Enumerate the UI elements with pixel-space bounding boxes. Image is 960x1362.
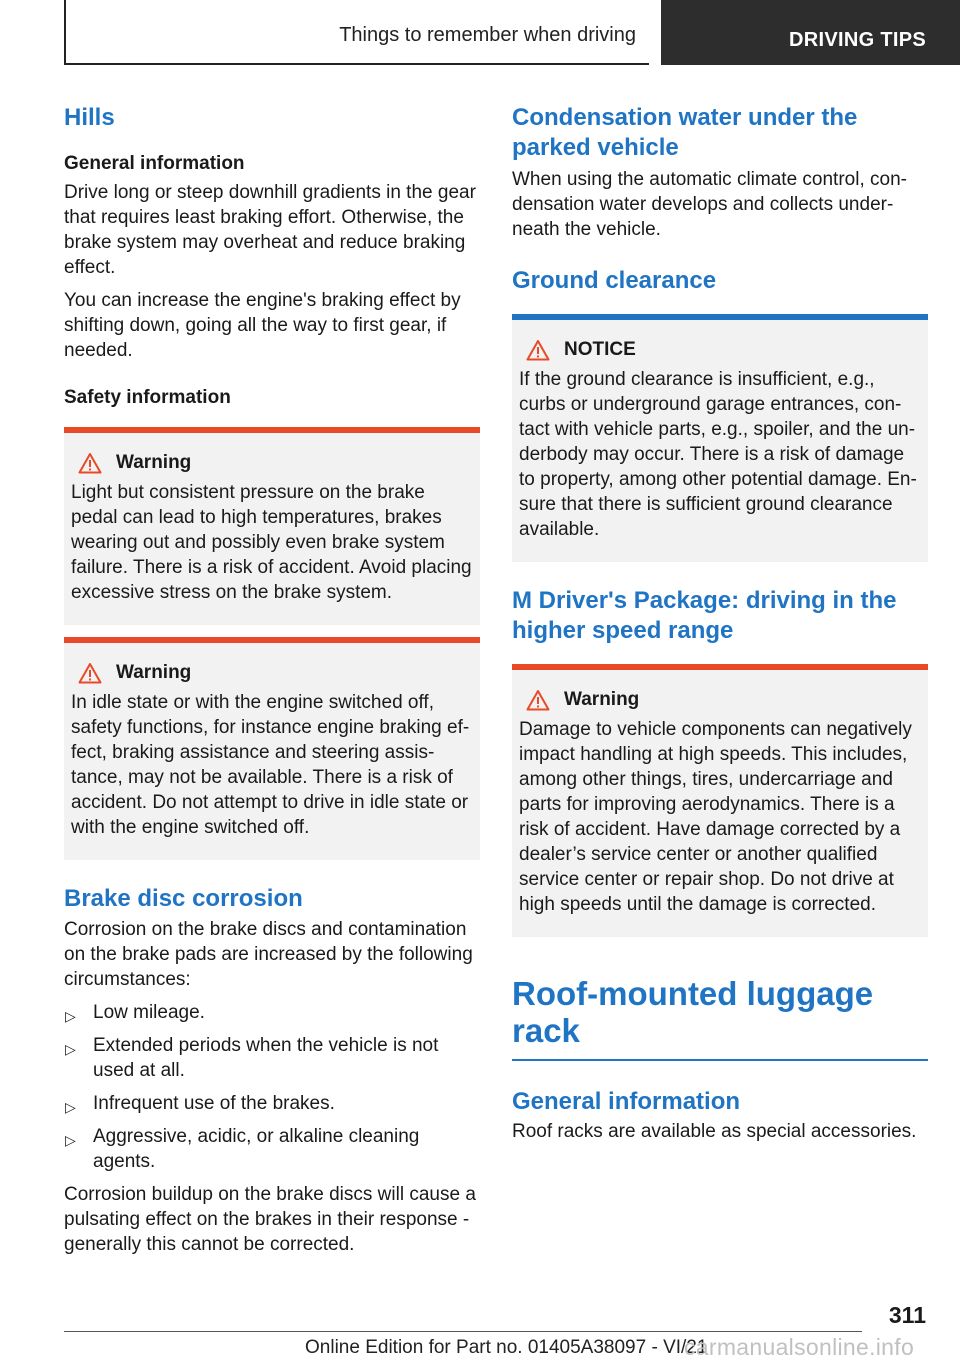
- triangle-right-icon: ▷: [65, 1099, 76, 1115]
- warning-title-row: [71, 452, 472, 474]
- header-chapter-tab[interactable]: [661, 0, 960, 65]
- warning-title: Warning: [116, 662, 192, 683]
- warning-title-row: [519, 689, 920, 711]
- list-item: [64, 1033, 480, 1083]
- chapter-label: DRIVING TIPS: [789, 29, 926, 51]
- warning-title-row: [71, 662, 472, 684]
- roof-rack-heading: Roof-mounted luggage rack: [512, 975, 874, 1049]
- general-info-paragraph-1: Drive long or steep downhill gradients in the gear that requires least braking effort. Otherwise, the brake system may overheat and reduce braking effect.: [64, 182, 476, 278]
- roof-rack-divider: [512, 1059, 928, 1061]
- notice-title-row: [519, 339, 920, 361]
- list-item: [64, 1124, 480, 1174]
- warning-box-idle-state: [64, 637, 480, 860]
- ground-clearance-heading: Ground clearance: [512, 267, 717, 294]
- list-item-text: Extended periods when the vehicle is not used at all.: [93, 1035, 439, 1081]
- footer-watermark: carmanualsonline.info: [684, 1334, 915, 1360]
- notice-title: NOTICE: [564, 339, 636, 360]
- condensation-heading: Condensation water under the parked vehicle: [512, 104, 858, 161]
- notice-text: If the ground clearance is insufficient, e.g., curbs or underground garage entrances, con-tact with vehicle parts, e.g., spoiler, and the un-derbody may occur. There is a risk of damage to property, among other potential damage. En-sure that there is sufficient ground clearance available.: [519, 369, 917, 540]
- hills-heading: Hills: [64, 104, 115, 131]
- header-underline: [64, 63, 649, 65]
- brake-disc-paragraph-2: Corrosion buildup on the brake discs will cause a pulsating effect on the brakes in their response - generally this cannot be corrected.: [64, 1184, 476, 1255]
- m-drivers-package-heading: M Driver's Package: driving in the higher speed range: [512, 587, 897, 644]
- warning-text: Damage to vehicle components can negatively impact handling at high speeds. This includes, among other things, tires, undercarriage and parts for improving aerodynamics. There is a risk of accident. Have damage corrected by a dealer’s service center or another qualified service center or repair shop. Do not drive at high speeds until the damage is corrected.: [519, 719, 912, 915]
- warning-text: Light but consistent pressure on the brake pedal can lead to high temperatures, brakes wearing out and possibly even brake system failure. There is a risk of accident. Avoid placing excessive stress on the brake system.: [71, 482, 472, 603]
- general-info-heading: General information: [64, 153, 245, 174]
- list-item: [64, 1000, 480, 1025]
- triangle-right-icon: ▷: [65, 1132, 76, 1148]
- footer-edition: Online Edition for Part no. 01405A38097 - VI/21: [305, 1337, 708, 1358]
- notice-box-ground-clearance: [512, 314, 928, 562]
- warning-triangle-icon: [78, 662, 102, 684]
- condensation-paragraph: When using the automatic climate control, con-densation water develops and collects under-neath the vehicle.: [512, 169, 907, 240]
- warning-triangle-icon: [526, 339, 550, 361]
- general-info-paragraph-2: You can increase the engine's braking effect by shifting down, going all the way to first gear, if needed.: [64, 290, 461, 361]
- triangle-right-icon: ▷: [65, 1008, 76, 1024]
- brake-disc-heading: Brake disc corrosion: [64, 885, 303, 912]
- roof-general-info-heading: General information: [512, 1088, 741, 1115]
- triangle-right-icon: ▷: [65, 1041, 76, 1057]
- left-column: [64, 103, 480, 1257]
- warning-triangle-icon: [526, 689, 550, 711]
- page-number: 311: [888, 1302, 926, 1328]
- warning-text: In idle state or with the engine switched off, safety functions, for instance engine braking ef-fect, braking assistance and steering assis-tance, may not be available. There is a risk of accident. Do not attempt to drive in idle state or with the engine switched off.: [71, 692, 470, 838]
- header-section-title: Things to remember when driving: [339, 24, 636, 46]
- right-column: [512, 103, 928, 1144]
- brake-disc-bullet-list: [64, 1000, 480, 1174]
- brake-disc-paragraph-1: Corrosion on the brake discs and contamination on the brake pads are increased by the following circumstances:: [64, 919, 473, 990]
- warning-title: Warning: [564, 689, 640, 710]
- warning-title: Warning: [116, 452, 192, 473]
- warning-triangle-icon: [78, 452, 102, 474]
- list-item-text: Aggressive, acidic, or alkaline cleaning agents.: [93, 1126, 420, 1172]
- list-item-text: Infrequent use of the brakes.: [93, 1093, 335, 1114]
- warning-box-high-speed: [512, 664, 928, 937]
- roof-rack-paragraph: Roof racks are available as special accessories.: [512, 1121, 917, 1142]
- warning-box-brake-pressure: [64, 427, 480, 625]
- list-item: [64, 1091, 480, 1116]
- footer-divider: [64, 1331, 862, 1332]
- list-item-text: Low mileage.: [93, 1002, 205, 1023]
- safety-info-heading: Safety information: [64, 387, 231, 408]
